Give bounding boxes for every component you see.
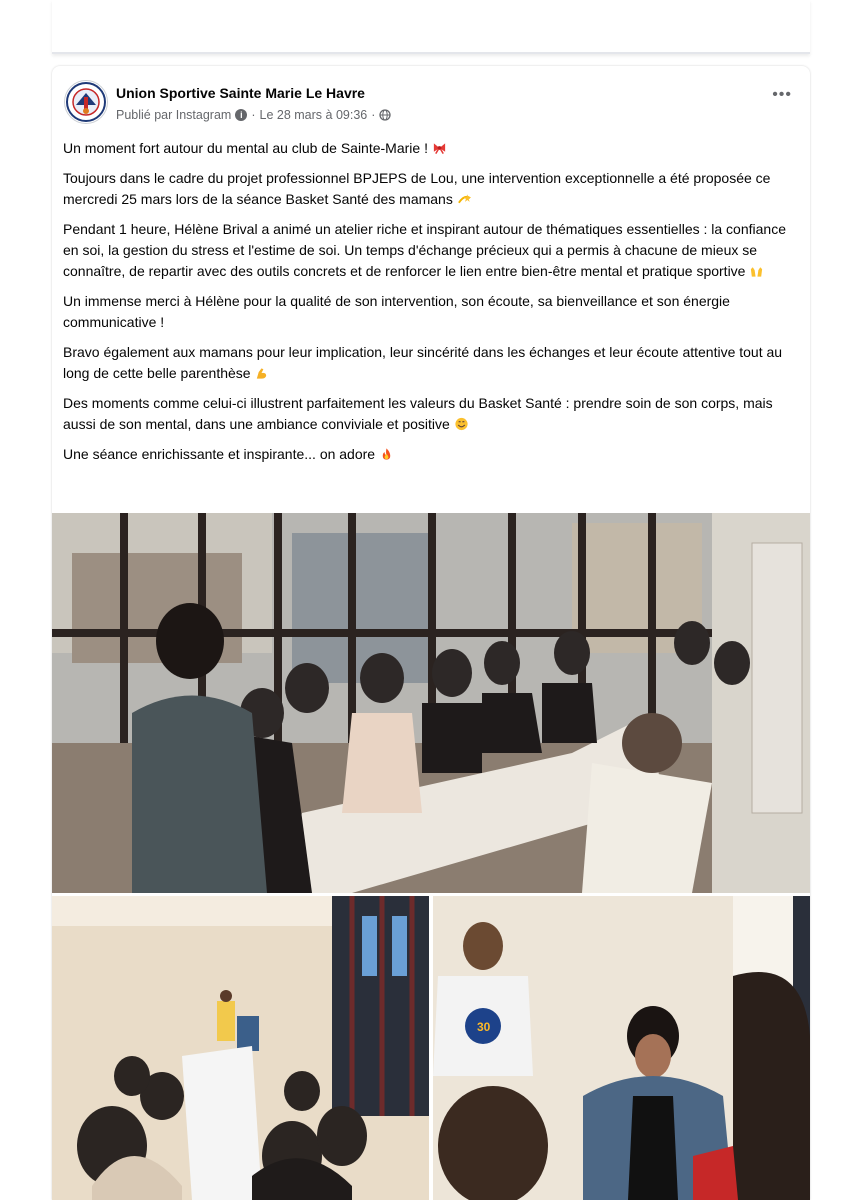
info-icon[interactable]: i <box>235 109 247 121</box>
post-date[interactable]: Le 28 mars à 09:36 <box>259 108 368 122</box>
svg-text:30: 30 <box>477 1020 491 1034</box>
published-via: Publié par Instagram <box>116 108 232 122</box>
club-logo-icon <box>65 81 107 123</box>
post-meta <box>116 108 391 122</box>
page-name[interactable]: Union Sportive Sainte Marie Le Havre <box>116 85 365 101</box>
post-paragraph: Des moments comme celui-ci illustrent parfaitement les valeurs du Basket Santé : prendre soin de son corps, mais aussi de son mental, dans une ambiance conviviale et positive <box>63 395 773 432</box>
post-paragraph: Une séance enrichissante et inspirante... on adore <box>63 444 803 465</box>
previous-post-edge <box>52 0 810 54</box>
photo-speaker[interactable] <box>433 896 810 1200</box>
post-paragraph: Pendant 1 heure, Hélène Brival a animé un atelier riche et inspirant autour de thématiques essentielles : la confiance en soi, la gestion du stress et l'estime de soi. Un temps d'échange précieux qui a permis à chacune de mieux se connaître, de repartir avec des outils concrets et de renforcer le lien entre bien-être mental et pratique sportive <box>63 221 786 279</box>
dizzy-emoji <box>457 192 472 206</box>
post-paragraph: Toujours dans le cadre du projet professionnel BPJEPS de Lou, une intervention exceptionnelle a été proposée ce mercredi 25 mars lors de la séance Basket Santé des mamans <box>63 170 771 207</box>
meta-separator: · <box>371 108 376 122</box>
post-text <box>63 138 803 474</box>
smiling-face-emoji <box>454 417 469 431</box>
speaker-photo <box>433 896 810 1200</box>
flexed-biceps-emoji <box>254 366 269 380</box>
raised-hands-emoji <box>749 264 764 278</box>
more-options-icon[interactable]: ••• <box>772 86 792 103</box>
group-photo <box>52 513 810 893</box>
post-paragraph: Bravo également aux mamans pour leur implication, leur sincérité dans les échanges et leur écoute attentive tout au long de cette belle parenthèse <box>63 344 783 381</box>
room-photo <box>52 896 429 1200</box>
ribbon-emoji <box>432 141 447 155</box>
post-card <box>52 66 810 1200</box>
post-paragraph: Un moment fort autour du mental au club de Sainte-Marie ! <box>63 138 803 159</box>
globe-icon[interactable] <box>379 109 391 121</box>
post-paragraph: Un immense merci à Hélène pour la qualité de son intervention, son écoute, sa bienveillance et son énergie communicative ! <box>63 293 730 330</box>
photo-main-group[interactable] <box>52 513 810 893</box>
page-avatar[interactable] <box>64 80 108 124</box>
meta-separator: · <box>251 108 256 122</box>
post-header <box>52 66 810 130</box>
fire-emoji <box>379 447 394 461</box>
photo-room-wide[interactable] <box>52 896 429 1200</box>
